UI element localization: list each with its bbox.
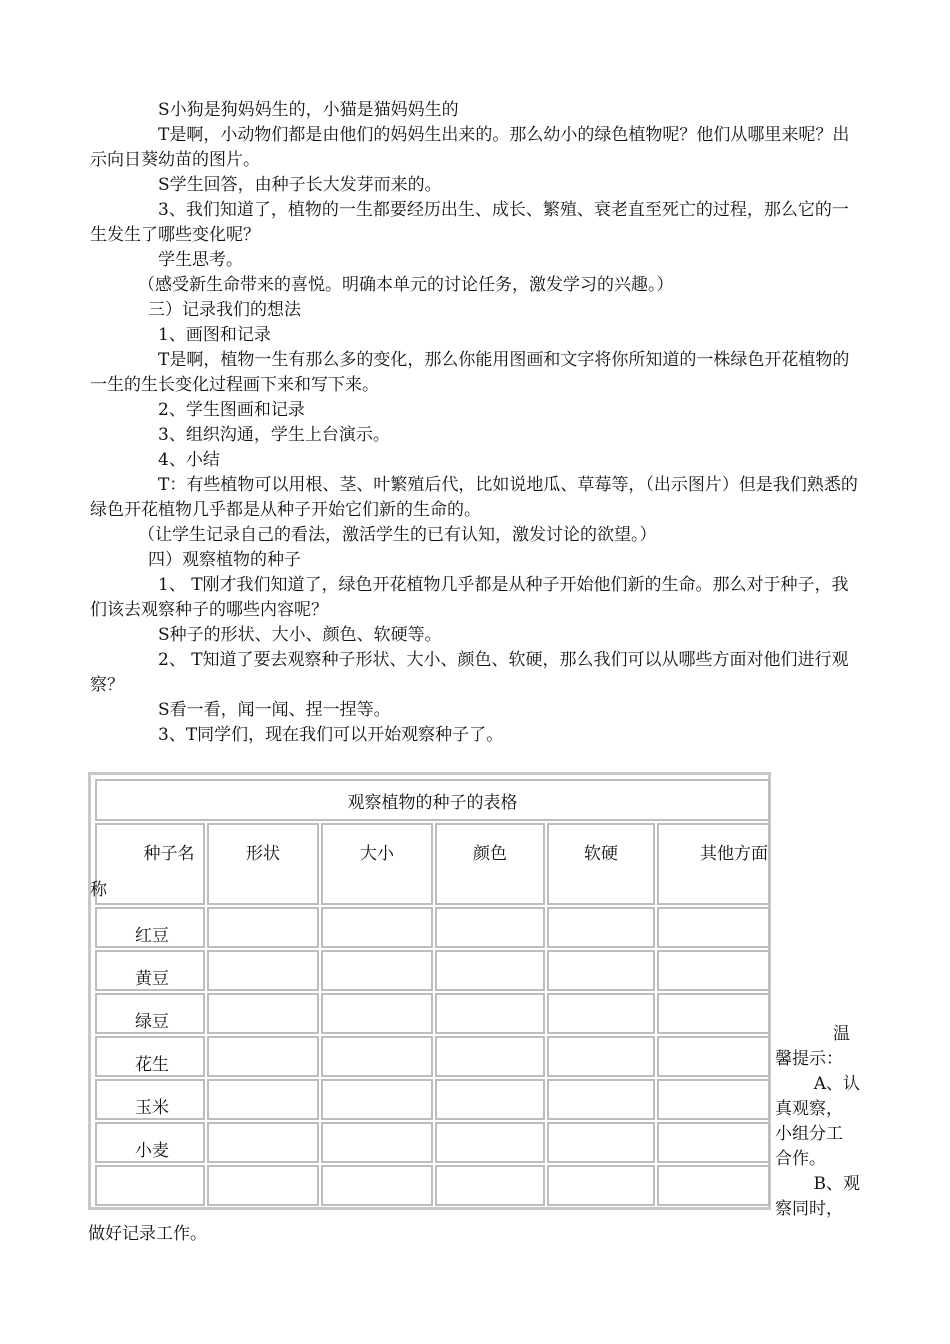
table-cell[interactable] [435,1122,545,1163]
table-cell[interactable] [435,1036,545,1077]
table-cell[interactable] [547,1122,655,1163]
table-cell[interactable] [321,950,433,991]
section-heading: 四）观察植物的种子 [148,550,301,570]
header-seed-name-overflow: 称 [90,880,107,900]
table-cell[interactable] [657,1122,770,1163]
table-cell[interactable] [207,950,319,991]
table-cell[interactable] [435,1165,545,1206]
paragraph: T：有些植物可以用根、茎、叶繁殖后代，比如说地瓜、草莓等，（出示图片）但是我们熟悉的绿色开花植物几乎都是从种子开始它们新的生命的。 [90,475,858,520]
header-other: 其他方面 [657,823,770,905]
paragraph: T是啊，植物一生有那么多的变化，那么你能用图画和文字将你所知道的一株绿色开花植物的一生的生长变化过程画下来和写下来。 [90,350,850,395]
table-row [95,1036,770,1077]
table-cell[interactable] [321,907,433,948]
tip-text: 合作。 [775,1149,826,1169]
table-cell[interactable] [547,993,655,1034]
header-color: 颜色 [435,823,545,905]
paragraph: 2、 T知道了要去观察种子形状、大小、颜色、软硬，那么我们可以从哪些方面对他们进行观察？ [90,650,849,695]
tip-text: 察同时， [775,1199,843,1219]
seed-name-cell: 小麦 [95,1122,205,1163]
table-cell[interactable] [435,950,545,991]
paragraph: 2、学生图画和记录 [158,400,305,420]
header-seed-name: 种子名 [95,823,205,905]
tip-text: 真观察， [775,1099,843,1119]
tip-text: 温 [833,1024,850,1044]
tip-text: A、认 [813,1074,860,1094]
table-title: 观察植物的种子的表格 [95,779,770,821]
table-cell[interactable] [321,1079,433,1120]
table-cell[interactable] [657,1079,770,1120]
paragraph: 1、 T刚才我们知道了，绿色开花植物几乎都是从种子开始他们新的生命。那么对于种子，我们该去观察种子的哪些内容呢？ [90,575,849,620]
header-hardness: 软硬 [547,823,655,905]
table-cell[interactable] [207,907,319,948]
paragraph: 3、组织沟通，学生上台演示。 [158,425,390,445]
seed-observation-table [88,772,771,1210]
table-row [95,950,770,991]
seed-name-cell: 花生 [95,1036,205,1077]
paragraph: （感受新生命带来的喜悦。明确本单元的讨论任务，激发学习的兴趣。） [138,275,674,295]
seed-name-cell: 红豆 [95,907,205,948]
paragraph: S学生回答，由种子长大发芽而来的。 [158,175,442,195]
table-cell[interactable] [547,1165,655,1206]
table-cell[interactable] [657,950,770,991]
paragraph: 3、我们知道了，植物的一生都要经历出生、成长、繁殖、衰老直至死亡的过程，那么它的一生发生了哪些变化呢？ [90,200,849,245]
table-cell[interactable] [207,993,319,1034]
paragraph: S小狗是狗妈妈生的，小猫是猫妈妈生的 [158,100,459,120]
table-cell[interactable] [321,1122,433,1163]
table-cell[interactable] [207,1122,319,1163]
table-cell[interactable] [657,1036,770,1077]
paragraph: 4、小结 [158,450,220,470]
section-heading: 三）记录我们的想法 [148,300,301,320]
tip-text: 做好记录工作。 [88,1224,207,1244]
table-cell[interactable] [547,907,655,948]
table-cell[interactable] [435,907,545,948]
seed-name-cell: 玉米 [95,1079,205,1120]
table-cell[interactable] [435,1079,545,1120]
table-cell[interactable] [547,1079,655,1120]
paragraph: 1、画图和记录 [158,325,271,345]
seed-name-cell[interactable] [95,1165,205,1206]
table-row [95,1079,770,1120]
table-cell[interactable] [657,993,770,1034]
table-cell[interactable] [547,1036,655,1077]
table-cell[interactable] [207,1079,319,1120]
table-cell[interactable] [321,1165,433,1206]
paragraph: 3、T同学们，现在我们可以开始观察种子了。 [158,725,504,745]
seed-name-cell: 绿豆 [95,993,205,1034]
paragraph: （让学生记录自己的看法，激活学生的已有认知，激发讨论的欲望。） [138,525,657,545]
paragraph: T是啊，小动物们都是由他们的妈妈生出来的。那么幼小的绿色植物呢？他们从哪里来呢？出示向日葵幼苗的图片。 [90,125,850,170]
table-cell[interactable] [547,950,655,991]
tip-text: 馨提示： [775,1049,843,1069]
table-cell[interactable] [657,907,770,948]
table-cell[interactable] [207,1165,319,1206]
table-row [95,907,770,948]
table-cell[interactable] [435,993,545,1034]
table-row [95,1122,770,1163]
tip-text: 小组分工 [775,1124,843,1144]
table-cell[interactable] [321,993,433,1034]
table-row [95,993,770,1034]
header-shape: 形状 [207,823,319,905]
paragraph: S看一看，闻一闻、捏一捏等。 [158,700,391,720]
table-cell[interactable] [207,1036,319,1077]
paragraph: S种子的形状、大小、颜色、软硬等。 [158,625,442,645]
table-header-row [95,823,770,905]
table-row [95,1165,770,1206]
table-cell[interactable] [657,1165,770,1206]
paragraph: 学生思考。 [158,250,243,270]
tip-text: B、观 [813,1174,860,1194]
header-size: 大小 [321,823,433,905]
table-cell[interactable] [321,1036,433,1077]
seed-name-cell: 黄豆 [95,950,205,991]
